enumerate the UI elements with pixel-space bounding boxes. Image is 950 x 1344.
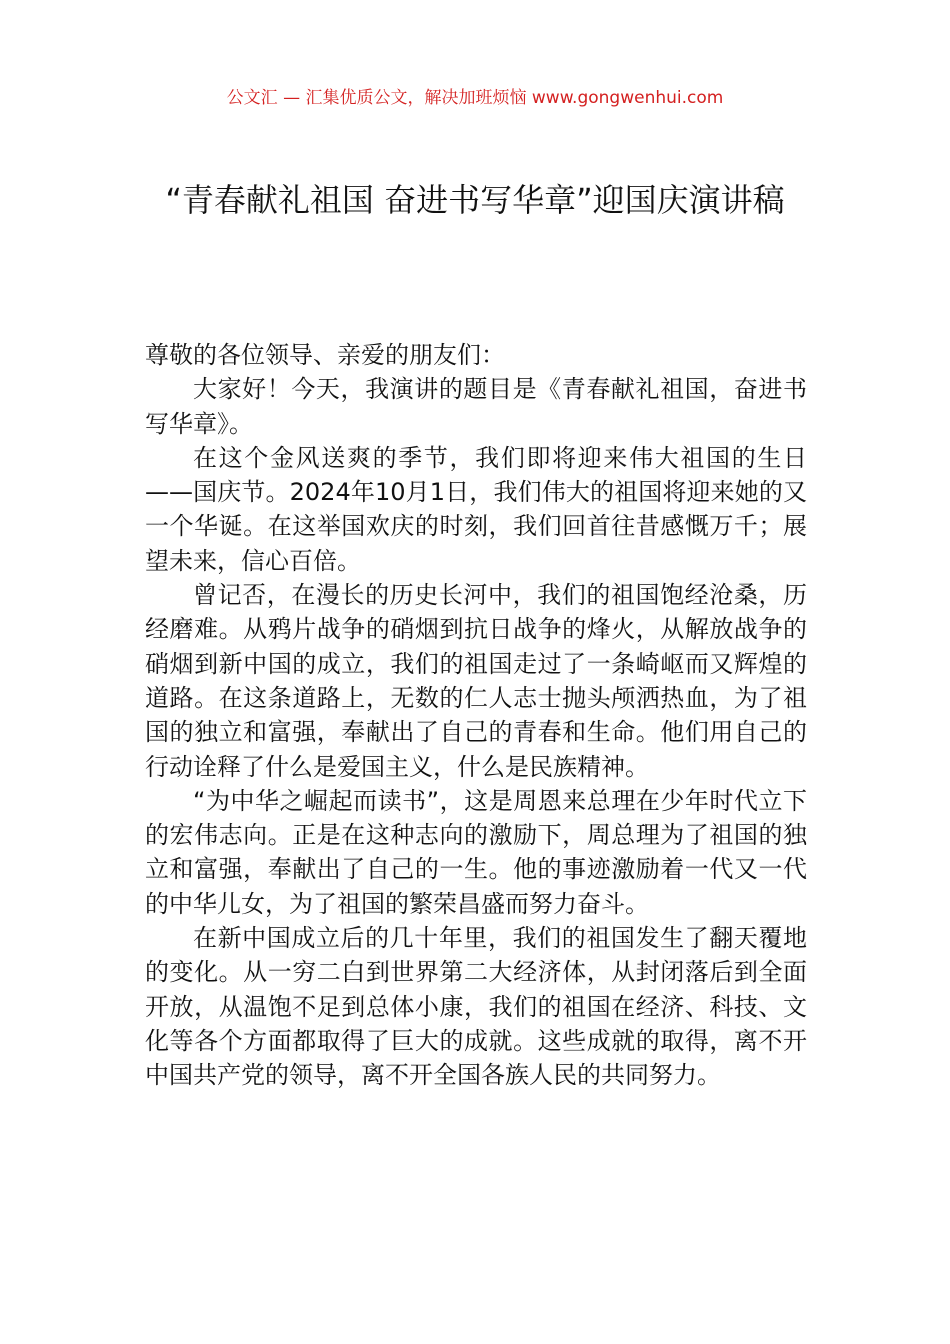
document-body [145,338,807,1093]
paragraph-3: 曾记否，在漫长的历史长河中，我们的祖国饱经沧桑，历经磨难。从鸦片战争的硝烟到抗日战争的烽火，从解放战争的硝烟到新中国的成立，我们的祖国走过了一条崎岖而又辉煌的道路。在这条道路上，无数的仁人志士抛头颅洒热血，为了祖国的独立和富强，奉献出了自己的青春和生命。他们用自己的行动诠释了什么是爱国主义，什么是民族精神。 [145,581,807,781]
paragraph-1: 大家好！今天，我演讲的题目是《青春献礼祖国，奋进书写华章》。 [145,375,807,438]
paragraph-4: “为中华之崛起而读书”，这是周恩来总理在少年时代立下的宏伟志向。正是在这种志向的激励下，周总理为了祖国的独立和富强，奉献出了自己的一生。他的事迹激励着一代又一代的中华儿女，为了祖国的繁荣昌盛而努力奋斗。 [145,786,807,918]
banner-separator: — [283,88,301,108]
document-title: “青春献礼祖国 奋进书写华章”迎国庆演讲稿 [165,181,785,219]
site-banner [0,86,950,110]
banner-url-link[interactable]: www.gongwenhui.com [531,88,724,108]
salutation: 尊敬的各位领导、亲爱的朋友们： [145,341,505,369]
banner-site-name: 公文汇 [226,88,278,108]
paragraph-2: 在这个金风送爽的季节，我们即将迎来伟大祖国的生日——国庆节。2024年10月1日，我们伟大的祖国将迎来她的又一个华诞。在这举国欢庆的时刻，我们回首往昔感慨万千；展望未来，信心百倍。 [145,443,807,575]
paragraph-5: 在新中国成立后的几十年里，我们的祖国发生了翻天覆地的变化。从一穷二白到世界第二大经济体，从封闭落后到全面开放，从温饱不足到总体小康，我们的祖国在经济、科技、文化等各个方面都取得了巨大的成就。这些成就的取得，离不开中国共产党的领导，离不开全国各族人民的共同努力。 [145,924,807,1090]
banner-tagline: 汇集优质公文，解决加班烦恼 [305,88,527,108]
